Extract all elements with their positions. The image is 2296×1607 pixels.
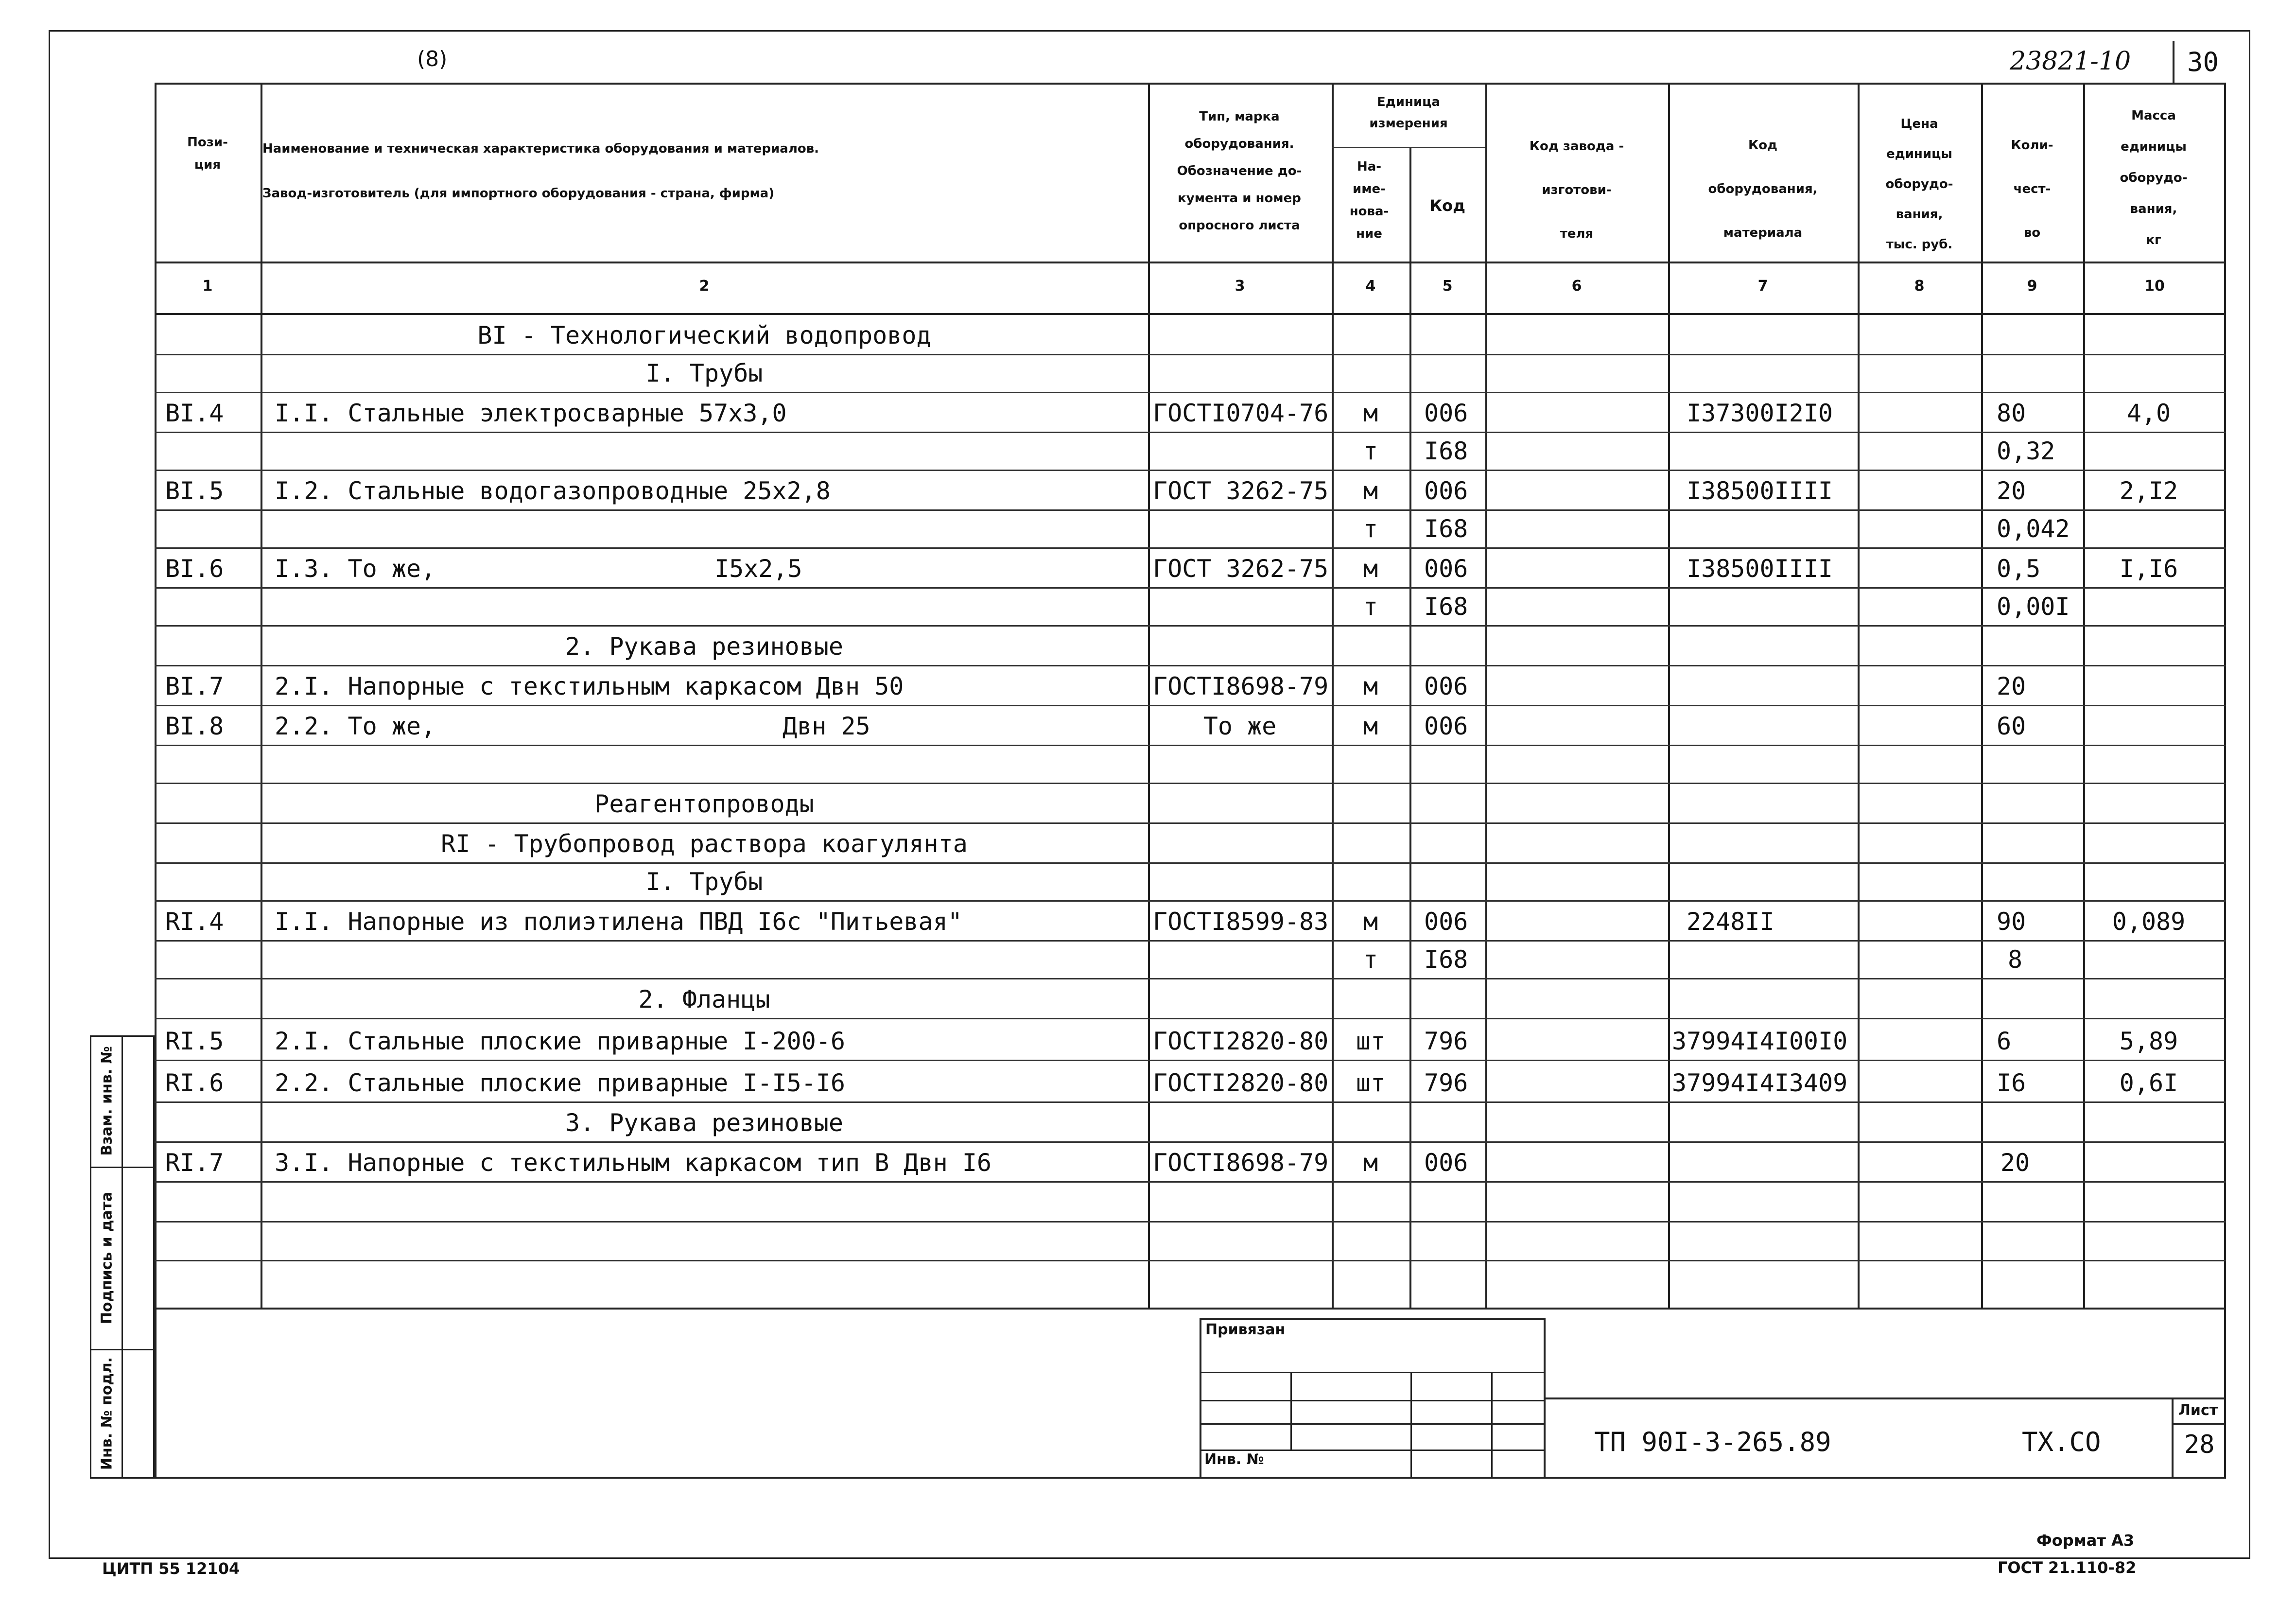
side-label-podpis: Подпись и дата (98, 1191, 116, 1325)
row-doc: ГОСТI8599-83 (1153, 908, 1329, 936)
table-row-line (155, 822, 2226, 824)
row-unit: м (1363, 672, 1378, 700)
row-qty: 60 (1997, 712, 2026, 740)
row-doc: ГОСТI8698-79 (1153, 672, 1329, 700)
row-doc: То же (1203, 712, 1277, 740)
page-number: 30 (2187, 47, 2219, 77)
doc-code: ТП 90I-3-265.89 (1594, 1427, 1831, 1457)
row-unit: шт (1356, 1069, 1386, 1097)
row-name: I.2. Стальные водогазопроводные 25х2,8 (275, 477, 831, 505)
column-number: 4 (1365, 278, 1376, 295)
row-section-title: I. Трубы (645, 868, 763, 896)
row-section-title: I. Трубы (645, 359, 763, 387)
row-code: I68 (1424, 437, 1468, 465)
table-row-line (155, 862, 2226, 864)
row-material-code: I38500IIII (1687, 477, 1833, 505)
row-mass: I,I6 (2119, 555, 2178, 583)
list-box-divider (2172, 1397, 2174, 1479)
unit-subheader-line (1332, 147, 1485, 148)
row-position: ВI.8 (165, 712, 224, 740)
title-block-top-line (1546, 1397, 2226, 1399)
row-unit: м (1363, 477, 1378, 505)
row-position: ВI.7 (165, 672, 224, 700)
side-label-vzam: Взам. инв. № (98, 1046, 116, 1156)
row-material-code: 2248II (1687, 908, 1774, 936)
row-section-title: 3. Рукава резиновые (565, 1109, 843, 1137)
table-row-line (155, 354, 2226, 355)
header-col1: Пози- ция (187, 135, 228, 172)
table-row-line (155, 1181, 2226, 1183)
row-doc: ГОСТ 3262-75 (1153, 477, 1329, 505)
row-material-code: I38500IIII (1687, 555, 1833, 583)
row-code: 006 (1424, 1149, 1468, 1177)
header-col45: Единица измерения (1369, 95, 1448, 131)
row-code: 006 (1424, 555, 1468, 583)
row-position: ВI.6 (165, 555, 224, 583)
row-qty: 20 (1997, 672, 2026, 700)
list-label: Лист (2178, 1402, 2218, 1419)
row-section-title: Реагентопроводы (594, 790, 814, 818)
header-col7: Код оборудования, материала (1708, 138, 1818, 240)
row-position: ВI.5 (165, 477, 224, 505)
row-section-title: ВI - Технологический водопровод (477, 321, 931, 349)
table-row-line (155, 783, 2226, 784)
row-code: 006 (1424, 672, 1468, 700)
row-qty: 8 (2007, 945, 2023, 974)
row-unit: т (1363, 593, 1378, 621)
column-divider-8 (1981, 83, 1983, 1308)
row-qty: 0,5 (1997, 555, 2041, 583)
row-position: RI.6 (165, 1069, 224, 1097)
numbers-bottom-line (155, 313, 2226, 315)
row-section-title: 2. Фланцы (638, 985, 770, 1013)
table-row-line (155, 392, 2226, 393)
row-name: 2.2. Стальные плоские приварные I-I5-I6 (275, 1069, 845, 1097)
header-col6: Код завода - изготови- теля (1529, 139, 1624, 241)
column-divider-6 (1668, 83, 1670, 1308)
row-code: 796 (1424, 1027, 1468, 1055)
footer-left: ЦИТП 55 12104 (102, 1559, 240, 1578)
row-section-title: RI - Трубопровод раствора коагулянта (441, 830, 968, 858)
table-row-line (155, 978, 2226, 979)
row-mass: 5,89 (2119, 1027, 2178, 1055)
column-number: 3 (1235, 278, 1245, 295)
privyazan-label: Привязан (1205, 1321, 1286, 1338)
table-row-line (155, 547, 2226, 549)
row-code: 006 (1424, 712, 1468, 740)
row-unit: т (1363, 437, 1378, 465)
table-row-line (155, 1141, 2226, 1143)
footer-gost: ГОСТ 21.110-82 (1998, 1558, 2137, 1577)
column-divider-7 (1858, 83, 1860, 1308)
row-mass: 4,0 (2126, 399, 2171, 427)
privyazan-vline-1 (1290, 1372, 1292, 1450)
row-code: 006 (1424, 399, 1468, 427)
row-code: 006 (1424, 908, 1468, 936)
row-qty: 20 (1997, 477, 2026, 505)
side-stamp-line-1 (90, 1167, 155, 1168)
row-doc: ГОСТI8698-79 (1153, 1149, 1329, 1177)
table-row-line (155, 587, 2226, 589)
column-number: 5 (1442, 278, 1453, 295)
column-number: 9 (2027, 278, 2037, 295)
row-position: RI.7 (165, 1149, 224, 1177)
row-unit: т (1363, 945, 1378, 974)
header-col4: На- име- нова- ние (1349, 159, 1389, 241)
row-name: 2.I. Стальные плоские приварные I-200-6 (275, 1027, 845, 1055)
column-number: 6 (1571, 278, 1582, 295)
row-unit: т (1363, 515, 1378, 543)
column-number: 1 (202, 278, 213, 295)
column-divider-5 (1485, 83, 1487, 1308)
row-mass: 0,6I (2119, 1069, 2178, 1097)
table-row-line (155, 1101, 2226, 1103)
privyazan-line-2 (1200, 1400, 1546, 1401)
table-row-line (155, 432, 2226, 433)
sheet-mark: ТХ.СО (2022, 1427, 2101, 1457)
row-unit: шт (1356, 1027, 1386, 1055)
row-code: 796 (1424, 1069, 1468, 1097)
side-label-inv: Инв. № подл. (98, 1357, 116, 1470)
row-code: I68 (1424, 593, 1468, 621)
list-box-line (2172, 1423, 2226, 1425)
row-position: RI.5 (165, 1027, 224, 1055)
table-row-line (155, 1260, 2226, 1261)
table-row-line (155, 470, 2226, 471)
header-col10: Масса единицы оборудо- вания, кг (2120, 108, 2188, 247)
row-unit: м (1363, 555, 1378, 583)
table-row-line (155, 1018, 2226, 1019)
row-name-size: Двн 25 (783, 712, 870, 740)
privyazan-line-1 (1200, 1372, 1546, 1373)
row-doc: ГОСТI0704-76 (1153, 399, 1329, 427)
row-unit: м (1363, 908, 1378, 936)
inv-no-label: Инв. № (1204, 1451, 1264, 1468)
row-name: 3.I. Напорные с текстильным каркасом тип В Двн I6 (275, 1149, 992, 1177)
column-number: 7 (1757, 278, 1768, 295)
row-unit: м (1363, 1149, 1378, 1177)
footer-format: Формат А3 (2036, 1531, 2135, 1550)
row-position: ВI.4 (165, 399, 224, 427)
row-material-code: I37300I2I0 (1687, 399, 1833, 427)
header-col8: Цена единицы оборудо- вания, тыс. руб. (1885, 117, 1953, 252)
header-bottom-line (155, 262, 2226, 263)
header-col9: Коли- чест- во (2011, 138, 2053, 240)
table-row-line (155, 705, 2226, 706)
row-doc: ГОСТI2820-80 (1153, 1069, 1329, 1097)
row-qty: 90 (1997, 908, 2026, 936)
table-row-line (155, 509, 2226, 511)
row-qty: I6 (1997, 1069, 2026, 1097)
row-doc: ГОСТI2820-80 (1153, 1027, 1329, 1055)
column-divider-2 (1148, 83, 1150, 1308)
row-qty: 0,32 (1997, 437, 2055, 465)
column-divider-9 (2083, 83, 2085, 1308)
row-qty: 0,00I (1997, 593, 2070, 621)
table-row-line (155, 900, 2226, 902)
table-row-line (155, 665, 2226, 666)
handwritten-doc-number: 23821-10 (2010, 47, 2131, 76)
row-name: 2.2. То же, (275, 712, 436, 740)
row-name: I.I. Стальные электросварные 57х3,0 (275, 399, 787, 427)
body-bottom-line (155, 1308, 2226, 1310)
side-stamp-line-2 (90, 1349, 155, 1350)
header-col2: Наименование и техническая характеристика оборудования и материалов. Завод-изготовитель (для импортного оборудования - страна, фирма) (262, 141, 819, 201)
privyazan-vline-2 (1410, 1372, 1412, 1479)
row-material-code: 37994I4I3409 (1672, 1069, 1848, 1097)
row-doc: ГОСТ 3262-75 (1153, 555, 1329, 583)
row-code: I68 (1424, 945, 1468, 974)
privyazan-line-3 (1200, 1423, 1546, 1425)
table-row-line (155, 1221, 2226, 1223)
row-name: I.3. То же, (275, 555, 436, 583)
column-number: 8 (1914, 278, 1925, 295)
column-number: 2 (699, 278, 710, 295)
row-mass: 0,089 (2112, 908, 2186, 936)
row-qty: 20 (2000, 1149, 2030, 1177)
header-col3: Тип, марка оборудования. Обозначение до- кумента и номер опросного листа (1177, 109, 1302, 233)
row-qty: 6 (1997, 1027, 2012, 1055)
row-code: I68 (1424, 515, 1468, 543)
row-unit: м (1363, 712, 1378, 740)
table-row-line (155, 625, 2226, 627)
row-position: RI.4 (165, 908, 224, 936)
row-mass: 2,I2 (2119, 477, 2178, 505)
page-paren-label: (8) (417, 47, 448, 71)
column-number: 10 (2144, 278, 2165, 295)
row-name: 2.I. Напорные с текстильным каркасом Двн 50 (275, 672, 904, 700)
table-row-line (155, 745, 2226, 746)
list-number: 28 (2184, 1430, 2215, 1459)
row-unit: м (1363, 399, 1378, 427)
table-row-line (155, 940, 2226, 942)
table-row-line (155, 1060, 2226, 1061)
row-qty: 0,042 (1997, 515, 2070, 543)
privyazan-vline-3 (1491, 1372, 1493, 1479)
row-name-size: I5х2,5 (714, 555, 802, 583)
row-name: I.I. Напорные из полиэтилена ПВД I6с "Питьевая" (275, 908, 962, 936)
column-divider-4 (1409, 147, 1411, 1308)
row-code: 006 (1424, 477, 1468, 505)
row-section-title: 2. Рукава резиновые (565, 632, 843, 661)
row-qty: 80 (1997, 399, 2026, 427)
header-col5: Код (1429, 196, 1465, 215)
side-stamp-divider (122, 1035, 123, 1479)
row-material-code: 37994I4I00I0 (1672, 1027, 1848, 1055)
